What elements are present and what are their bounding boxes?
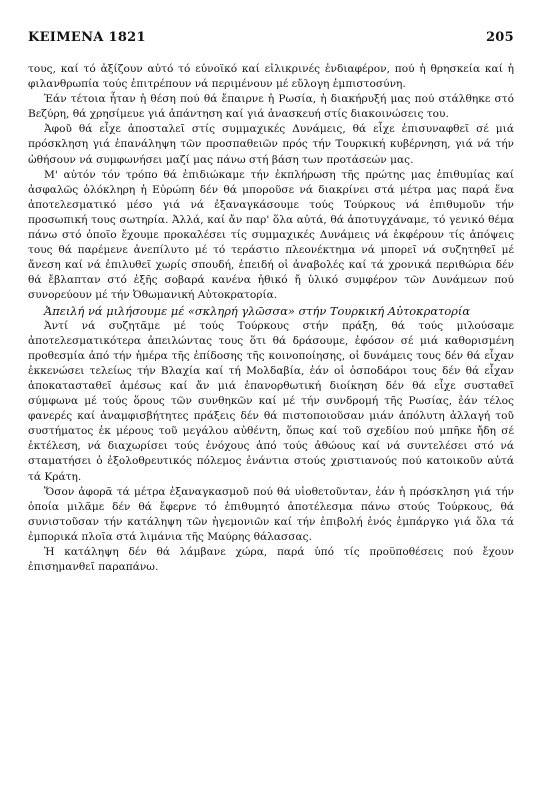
paragraph-continued: τους, καί τό ἀξίζουν αὐτό τό εὐνοϊκό καί εἰλικρινές ἐνδιαφέρον, πού ἡ θρησκεία καί ἡ φιλανθρωπία τούς ἐπιτρέπουν νά περιμένουν μέ εὔλογη ἐμπιστοσύνη. — [28, 63, 514, 91]
running-title: ΚΕΙΜΕΝΑ 1821 — [28, 30, 146, 45]
section-heading: Ἀπειλή νά μιλήσουμε μέ «σκληρή γλῶσσα» στήν Τουρκική Αὐτοκρατορία — [44, 303, 471, 318]
paragraph: Μ' αὐτόν τόν τρόπο θά ἐπιδιώκαμε τήν ἐκπλήρωση τῆς πρώτης μας ἐπιθυμίας καί ἀσφαλῶς ὁλόκληρη ἡ Εὐρώπη δέν θά μποροῦσε νά διακρίνει στά μέτρα μας παρά ἕνα ἀποτελεσματικό μέσο γιά νά ἐξαναγκάσουμε τούς Τούρκους νά ἐπιθυμοῦν τήν προσωπική τους σωτηρία. Ἀλλά, καί ἄν παρ' ὅλα αὐτά, θά ἀποτυγχάναμε, τό γενικό θέμα πάνω στό ὁποῖο ἔχουμε προκαλέσει τίς συμμαχικές Δυνάμεις νά ἐκφέρουν τίς ἀπόψεις τους θά παρέμενε ἀνεπίλυτο μέ τό τεράστιο πλεονέκτημα νά μπορεῖ νά συζητηθεῖ μέ ἄνεση καί νά ἐπιλυθεῖ χωρίς σπουδή, ἐπειδή οἱ ἀναβολές καί τά χρονικά περιθώρια δέν θά ἔβλαπταν στό ἑξῆς σοβαρά κανένα ἠθικό ἤ ὑλικό συμφέρον τῶν Δυνάμεων πού συνορεύουν μέ τήν Ὀθωμανική Αὐτοκρατορία. — [28, 168, 514, 302]
page-number: 205 — [485, 30, 514, 45]
page-body — [28, 62, 514, 575]
running-header — [28, 30, 514, 45]
paragraph: Ἀντί νά συζητᾶμε μέ τούς Τούρκους στήν πράξη, θά τούς μιλούσαμε ἀποτελεσματικότερα ἀπειλώντας τους ὅτι θά δράσουμε, ἐφόσον σέ μιά καθορισμένη προθεσμία ἀπό τήν ἡμέρα τῆς ἐπίδοσης τῆς κοινοποίησης, οἱ δυνάμεις τους δέν θά εἶχαν ἐκκενώσει τελείως τήν Βλαχία καί τή Μολδαβία, ἐάν οἱ ὁσποδάροι τους δέν θά εἶχαν ἀποκατασταθεῖ ἀμέσως καί ἄν μιά ἐπανορθωτική διοίκηση δέν θά εἶχε συσταθεῖ σύμφωνα μέ τούς ὅρους τῶν συνθηκῶν καί μέ τήν συνδρομή τῆς Ρωσίας, ἐάν τέλος φανερές καί ἀναμφισβήτητες πράξεις δέν θά πιστοποιοῦσαν μιάν ἀπόλυτη ἀλλαγή τοῦ συστήματος ἐκ μέρους τοῦ μεγάλου αὐθέντη, ὅπως καί τοῦ σχεδίου πού μπῆκε ἤδη σέ ἐκτέλεση, νά διαχωρίσει τούς ἐνόχους ἀπό τούς ἀθώους καί νά συντελέσει στό νά σταματήσει ὁ ἐξολοθρευτικός πόλεμος ἐνάντια στούς χριστιανούς πού κατοικοῦν αὐτά τά Κράτη. — [28, 319, 514, 483]
paragraph: Ἐάν τέτοια ἦταν ἡ θέση πού θά ἔπαιρνε ἡ Ρωσία, ἡ διακήρυξή μας πού στάλθηκε στό Βεζύρη, θά χρησίμευε γιά ἀπάντηση καί γιά ἀνασκευή στίς διακοινώσεις του. — [28, 93, 514, 121]
paragraph: Ὅσον ἀφορᾶ τά μέτρα ἐξαναγκασμοῦ πού θά υἱοθετοῦνταν, ἐάν ἡ πρόσκληση γιά τήν ὁποία μιλᾶμε δέν θά ἔφερνε τό ἐπιθυμητό ἀποτέλεσμα πάνω στούς Τούρκους, θά συνιστοῦσαν τήν κατάληψη τῶν ἡγεμονιῶν καί τήν ἐπιβολή ἑνός ἐμπάργκο γιά ὅλα τά ἐμπορικά πλοῖα στά λιμάνια τῆς Μαύρης θάλασσας. — [28, 485, 514, 543]
paragraph: Ἀφοῦ θά εἶχε ἀποσταλεῖ στίς συμμαχικές Δυνάμεις, θά εἶχε ἐπισυναφθεῖ σέ μιά πρόσκληση γιά ἐπανάληψη τῶν προσπαθειῶν πρός τήν Τουρκική κυβέρνηση, γιά νά τήν ὠθήσουν νά συμφωνήσει μαζί μας πάνω στή βάση των προτάσεών μας. — [28, 123, 514, 166]
paragraph: Ἡ κατάληψη δέν θά λάμβανε χώρα, παρά ὑπό τίς προϋποθέσεις πού ἔχουν ἐπισημανθεῖ παραπάνω. — [28, 546, 514, 574]
